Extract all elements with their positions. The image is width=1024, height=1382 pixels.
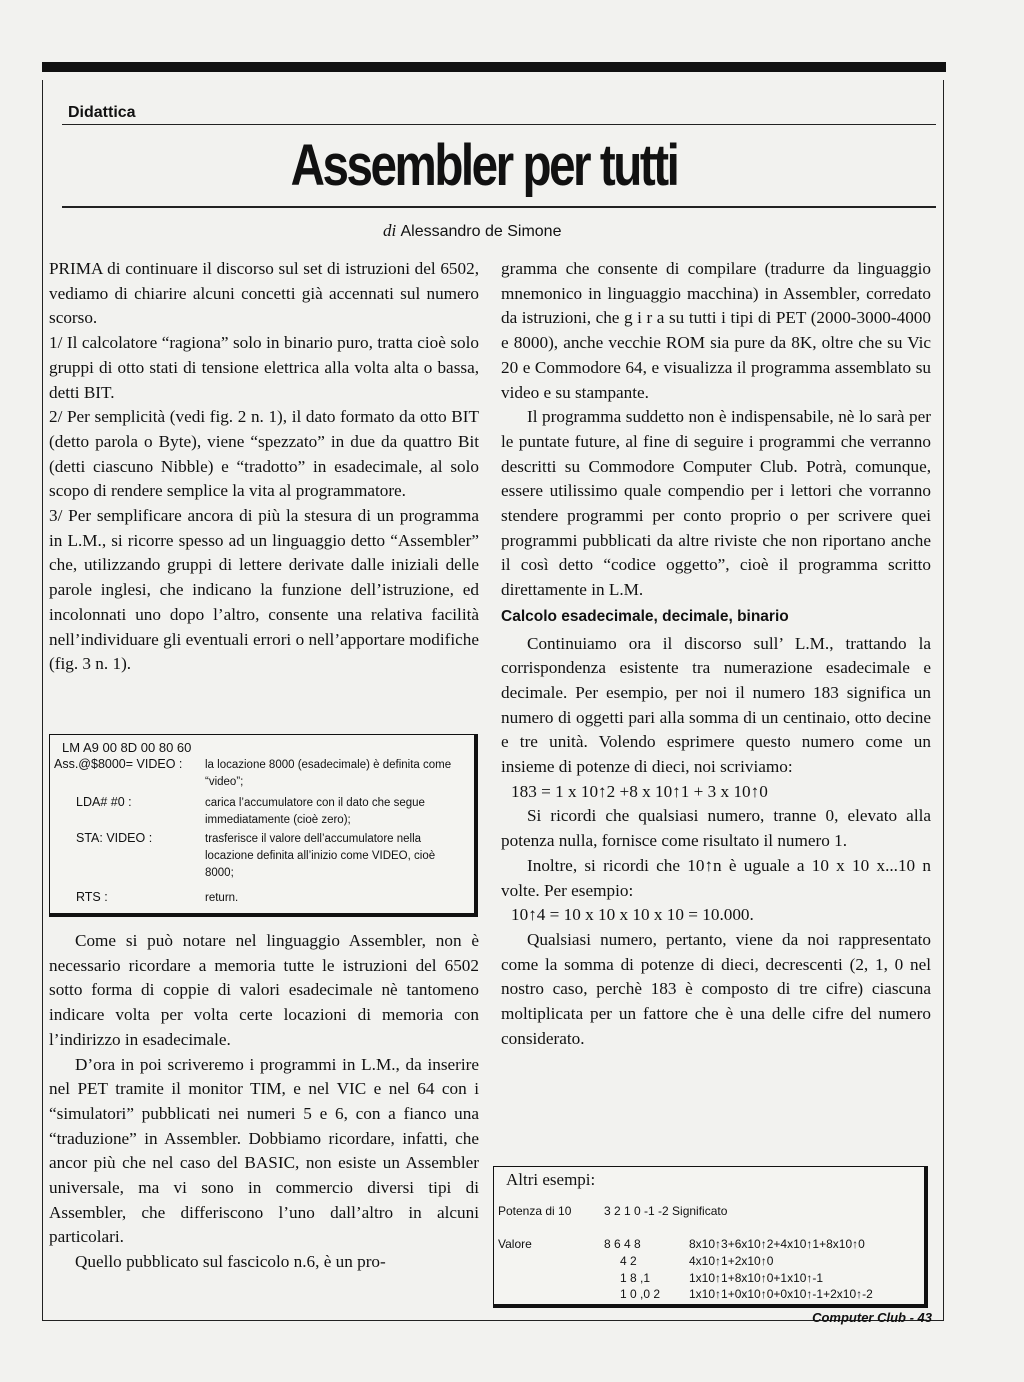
example-meaning: 8x10↑3+6x10↑2+4x10↑1+8x10↑0 [689,1237,865,1251]
paragraph: gramma che consente di compilare (tradurre da linguaggio mnemonico in linguaggio macchina) in Assembler, corredato da istruzioni, che g i r a su tutti i tipi di PET (2000-3000-4000 e 8000), anche vecchie ROM sia pure da 8K, oltre che su Vic 20 e Commodore 64, e visualizza il programma assemblato su video e su stampante. [501,259,931,402]
byline-prefix: di [383,221,397,240]
examples-box [493,1166,928,1308]
example-meaning: 4x10↑1+2x10↑0 [689,1254,774,1268]
right-column [501,257,931,1052]
paragraph: PRIMA di continuare il discorso sul set di istruzioni del 6502, vediamo di chiarire alcuni concetti già accennati sul numero scorso. [49,259,479,328]
code-label: Ass.@$8000= VIDEO : [54,757,183,771]
examples-header-right: 3 2 1 0 -1 -2 Significato [604,1204,728,1218]
code-label: STA: VIDEO : [76,831,153,845]
left-column [49,257,479,677]
code-label: LDA# #0 : [76,795,132,809]
article-title: Assembler per tutti [290,133,678,198]
paragraph: Qualsiasi numero, pertanto, viene da noi rappresentato come la somma di potenze di dieci, decrescenti (2, 1, 0 nel nostro caso, perchè 183 è composto di tre cifre) ciascuna moltiplicata per un fattore che è una delle cifre del numero considerato. [501,929,931,1048]
paragraph: Come si può notare nel linguaggio Assembler, non è necessario ricordare a memoria tutte le istruzioni del 6502 sotto forma di coppie di valori esadecimale nè tantomeno indicare volta per volta certe locazioni di memoria con l’indirizzo in esadecimale. [49,931,479,1049]
paragraph: Continuiamo ora il discorso sull’ L.M., trattando la corrispondenza esistente tra numerazione esadecimale e decimale. Per esempio, per noi il numero 183 significa un numero di oggetti pari alla somma di un centinaio, otto decine e tre unità. Volendo esprimere questo numero come un insieme di potenze di dieci, noi scriviamo: [501,633,931,777]
paragraph: 3/ Per semplificare ancora di più la stesura di un programma in L.M., si ricorre spesso ad un linguaggio detto “Assembler” che, utilizzando gruppi di lettere derivate dalle iniziali delle parole inglesi, che indicano la funzione dell’istruzione, ed incolonnati uno dopo l’altro, consente una relativa facilità nell’individuare gli eventuali errori o nell’apportare modifiche (fig. 3 n. 1). [49,506,479,674]
code-desc: la locazione 8000 (esadecimale) è definita come “video”; [205,759,452,788]
paragraph: Quello pubblicato sul fascicolo n.6, è un pro- [75,1252,386,1272]
example-digits: 8 6 4 8 [604,1237,641,1251]
code-label: RTS : [76,890,108,904]
page-footer: Computer Club - 43 [812,1310,932,1325]
example-digits: 4 2 [620,1254,637,1268]
byline [383,221,561,241]
left-column-continued [49,929,479,1275]
formula: 183 = 1 x 10↑2 +8 x 10↑1 + 3 x 10↑0 [511,781,768,801]
top-rule-bar [42,62,946,72]
paragraph: 2/ Per semplicità (vedi fig. 2 n. 1), il dato formato da otto BIT (detto parola o Byte), viene “spezzato” in due da quattro Bit (detti ciascuno Nibble) e “tradotto” in esadecimale, al solo scopo di rendere semplice la vita al programmatore. [49,407,479,501]
formula: 10↑4 = 10 x 10 x 10 x 10 = 10.000. [511,905,754,925]
code-desc: return. [205,892,239,904]
code-desc: carica l’accumulatore con il dato che segue immediatamente (cioè zero); [205,797,425,826]
paragraph: 1/ Il calcolatore “ragiona” solo in binario puro, tratta cioè solo gruppi di otto stati di tensione elettrica alla volta alta o bassa, detti BIT. [49,333,479,402]
example-digits: 1 8 ,1 [620,1271,651,1285]
examples-header-left: Potenza di 10 [498,1204,572,1218]
assembler-code-box [49,734,478,917]
subheading: Calcolo esadecimale, decimale, binario [501,607,789,625]
examples-title: Altri esempi: [506,1170,596,1189]
code-desc: trasferisce il valore dell’accumulatore nella locazione definita all’inizio come VIDEO, cioè 8000; [205,833,436,879]
section-label: Didattica [68,104,136,121]
author-name: Alessandro de Simone [400,223,562,240]
example-meaning: 1x10↑1+0x10↑0+0x10↑-1+2x10↑-2 [689,1287,873,1301]
code-header: LM A9 00 8D 00 80 60 [62,740,192,755]
paragraph: Inoltre, si ricordi che 10↑n è uguale a 10 x 10 x...10 n volte. Per esempio: [501,855,931,900]
paragraph: D’ora in poi scriveremo i programmi in L.M., da inserire nel PET tramite il monitor TIM, e nel VIC e nel 64 con i “simulatori” pubblicati nei numeri 5 e 6, con a fianco una “traduzione” in Assembler. Dobbiamo ricordare, infatti, che ancor più che nel caso del BASIC, non esiste un Assembler universale, ma vi sono in commercio diversi tipi di Assembler, che differiscono l’uno dall’altro in alcuni particolari. [49,1054,479,1247]
header-rule [62,124,936,125]
example-meaning: 1x10↑1+8x10↑0+1x10↑-1 [689,1271,824,1285]
paragraph: Si ricordi che qualsiasi numero, tranne 0, elevato alla potenza nulla, fornisce come risultato il numero 1. [501,806,931,851]
title-rule [62,206,936,208]
paragraph: Il programma suddetto non è indispensabile, nè lo sarà per le puntate future, al fine di seguire i programmi che verranno descritti su Commodore Computer Club. Potrà, comunque, essere utilissimo quale compendio per i lettori che vorranno stendere programmi per conto proprio o per scrivere quei programmi pubblicati da altre riviste che non riportano anche il così detto “codice oggetto”, cioè il programma scritto direttamente in L.M. [501,407,931,600]
example-digits: 1 0 ,0 2 [620,1287,661,1301]
examples-row-label: Valore [498,1237,532,1251]
